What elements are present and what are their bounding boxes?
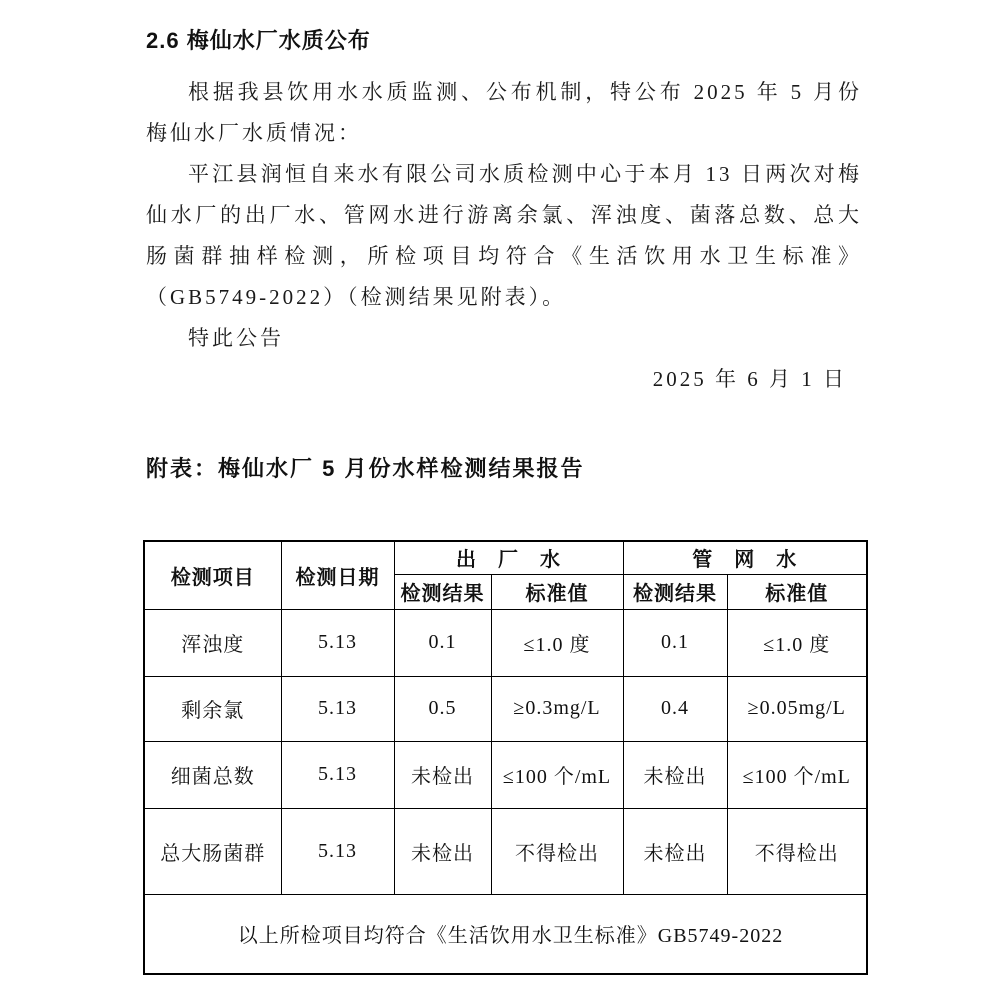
body-paragraph: 平江县润恒自来水有限公司水质检测中心于本月 13 日两次对梅仙水厂的出厂水、管网水进行游离余氯、浑浊度、菌落总数、总大肠菌群抽样检测，所检项目均符合《生活饮用水卫生标准》（GB5749-2022）（检测结果见附表）。 (146, 162, 862, 309)
announcement-body (146, 72, 862, 400)
cell-network-result: 未检出 (623, 741, 727, 808)
cell-factory-result: 0.1 (394, 609, 491, 676)
cell-network-standard: 不得检出 (727, 808, 867, 894)
header-factory-standard: 标准值 (491, 574, 623, 609)
header-item: 检测项目 (144, 541, 281, 609)
cell-factory-result: 未检出 (394, 808, 491, 894)
cell-factory-standard: ≤100 个/mL (491, 741, 623, 808)
cell-network-result: 未检出 (623, 808, 727, 894)
header-network-result: 检测结果 (623, 574, 727, 609)
cell-factory-standard: 不得检出 (491, 808, 623, 894)
cell-date: 5.13 (281, 609, 394, 676)
cell-date: 5.13 (281, 676, 394, 741)
cell-network-standard: ≤100 个/mL (727, 741, 867, 808)
header-date: 检测日期 (281, 541, 394, 609)
cell-item: 浑浊度 (144, 609, 281, 676)
table-footnote-row (144, 894, 867, 974)
cell-item: 细菌总数 (144, 741, 281, 808)
closing-line: 特此公告 (188, 326, 284, 350)
cell-network-result: 0.4 (623, 676, 727, 741)
header-factory-result: 检测结果 (394, 574, 491, 609)
table-row-total-coliform (144, 808, 867, 894)
table-row-bacteria-count (144, 741, 867, 808)
cell-date: 5.13 (281, 741, 394, 808)
header-network-water: 管 网 水 (623, 541, 867, 574)
cell-factory-result: 未检出 (394, 741, 491, 808)
section-heading: 2.6 梅仙水厂水质公布 (146, 28, 371, 53)
table-row-turbidity (144, 609, 867, 676)
results-table (143, 540, 868, 975)
header-row-groups (144, 541, 867, 574)
header-network-standard: 标准值 (727, 574, 867, 609)
cell-factory-result: 0.5 (394, 676, 491, 741)
cell-item: 剩余氯 (144, 676, 281, 741)
cell-network-result: 0.1 (623, 609, 727, 676)
intro-paragraph: 根据我县饮用水水质监测、公布机制，特公布 2025 年 5 月份梅仙水厂水质情况： (146, 80, 862, 145)
table-row-residual-chlorine (144, 676, 867, 741)
header-factory-water: 出 厂 水 (394, 541, 623, 574)
cell-date: 5.13 (281, 808, 394, 894)
cell-factory-standard: ≥0.3mg/L (491, 676, 623, 741)
table-footnote: 以上所检项目均符合《生活饮用水卫生标准》GB5749-2022 (144, 894, 867, 974)
document-content (146, 0, 862, 975)
table-title: 附表：梅仙水厂 5 月份水样检测结果报告 (146, 456, 585, 481)
date-line: 2025 年 6 月 1 日 (652, 367, 847, 391)
cell-item: 总大肠菌群 (144, 808, 281, 894)
cell-network-standard: ≥0.05mg/L (727, 676, 867, 741)
cell-network-standard: ≤1.0 度 (727, 609, 867, 676)
cell-factory-standard: ≤1.0 度 (491, 609, 623, 676)
